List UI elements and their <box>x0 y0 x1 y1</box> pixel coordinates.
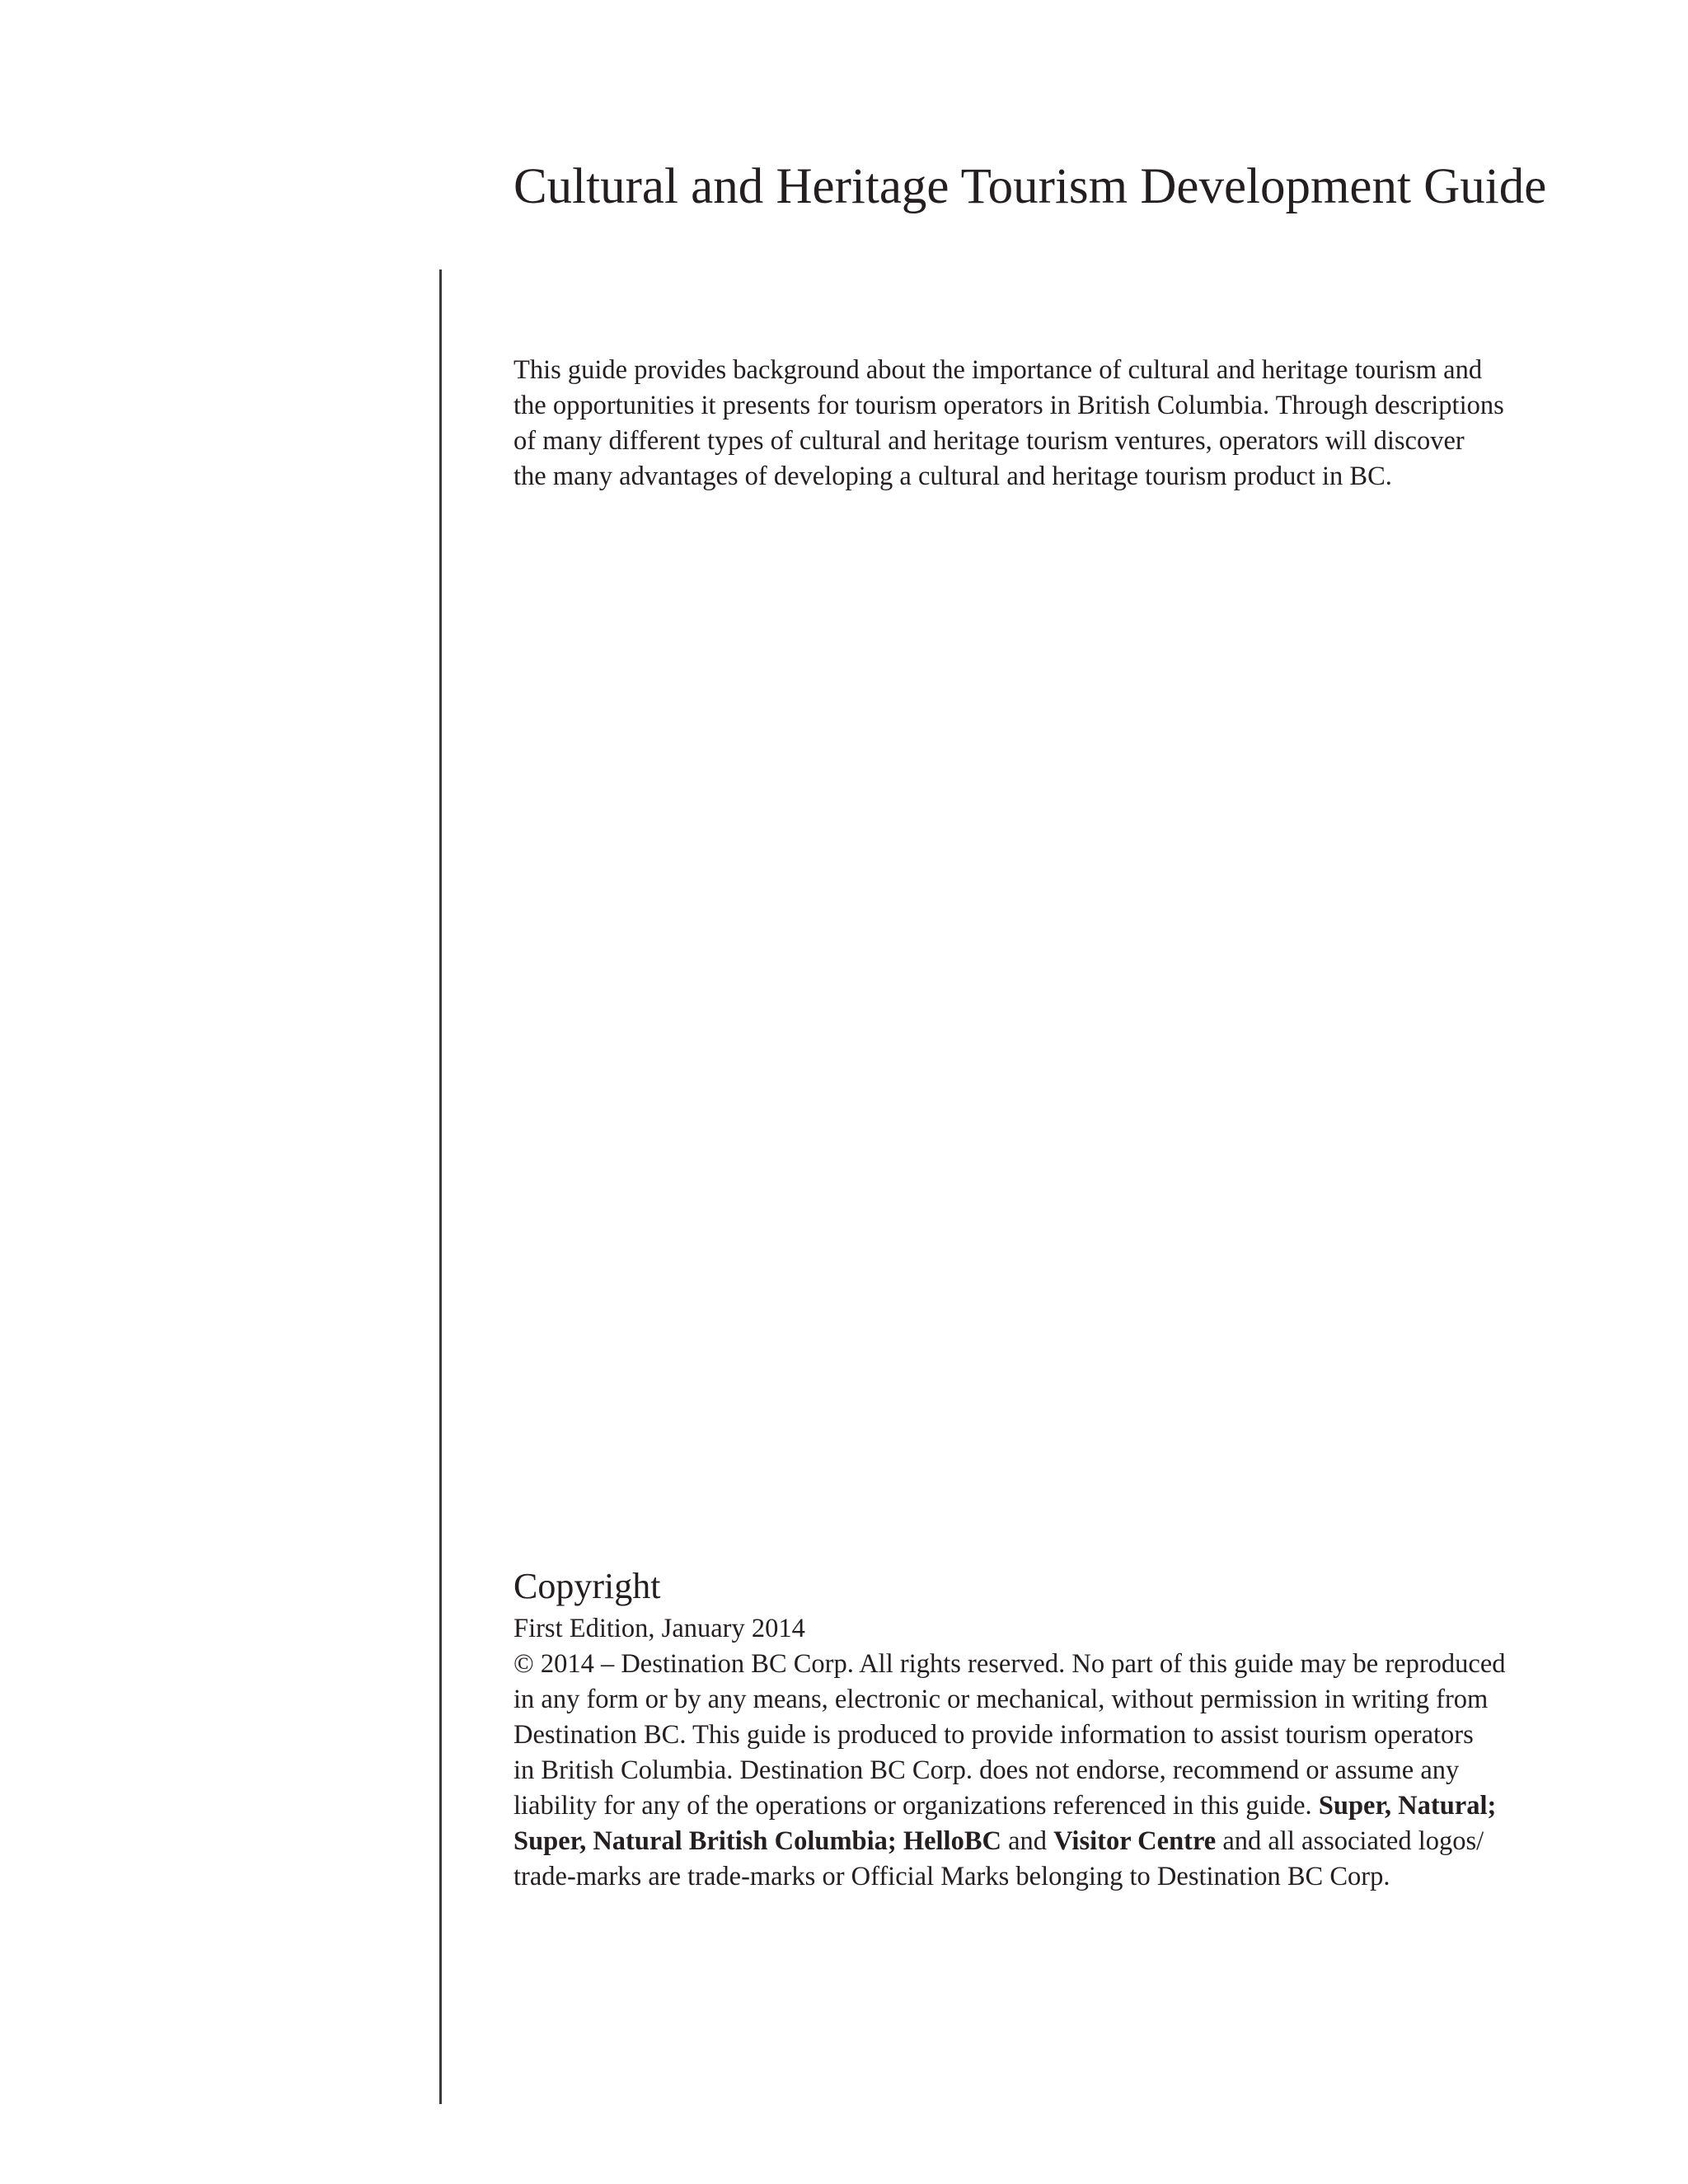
copyright-text-run: and all associated logos/ <box>1216 1826 1484 1856</box>
copyright-line <box>513 1788 1585 1824</box>
intro-line: of many different types of cultural and heritage tourism ventures, operators will discover <box>513 426 1465 456</box>
copyright-line <box>513 1824 1585 1859</box>
copyright-text-run: liability for any of the operations or organizations referenced in this guide. <box>513 1791 1319 1821</box>
copyright-text <box>513 1611 1585 1895</box>
trademark-name: Super, Natural British Columbia; HelloBC <box>513 1826 1001 1856</box>
intro-line: This guide provides background about the importance of cultural and heritage tourism and <box>513 355 1483 385</box>
copyright-line: in British Columbia. Destination BC Corp. does not endorse, recommend or assume any <box>513 1755 1460 1785</box>
copyright-line: © 2014 – Destination BC Corp. All rights reserved. No part of this guide may be reproduced <box>513 1649 1506 1679</box>
copyright-line: in any form or by any means, electronic or mechanical, without permission in writing from <box>513 1685 1489 1714</box>
copyright-line: Destination BC. This guide is produced to provide information to assist tourism operators <box>513 1720 1474 1750</box>
intro-line: the many advantages of developing a cultural and heritage tourism product in BC. <box>513 462 1392 491</box>
copyright-text-run: and <box>1001 1826 1054 1856</box>
copyright-heading: Copyright <box>513 1566 661 1606</box>
copyright-section <box>513 1562 1585 1895</box>
vertical-rule <box>439 269 442 2104</box>
copyright-line: trade-marks are trade-marks or Official Marks belonging to Destination BC Corp. <box>513 1862 1390 1891</box>
intro-line: the opportunities it presents for tourism operators in British Columbia. Through descriptions <box>513 391 1504 420</box>
page-title: Cultural and Heritage Tourism Development Guide <box>513 159 1547 214</box>
intro-paragraph <box>513 353 1585 494</box>
trademark-name: Visitor Centre <box>1053 1826 1217 1856</box>
trademark-name: Super, Natural; <box>1318 1791 1497 1821</box>
edition-line: First Edition, January 2014 <box>513 1614 805 1643</box>
